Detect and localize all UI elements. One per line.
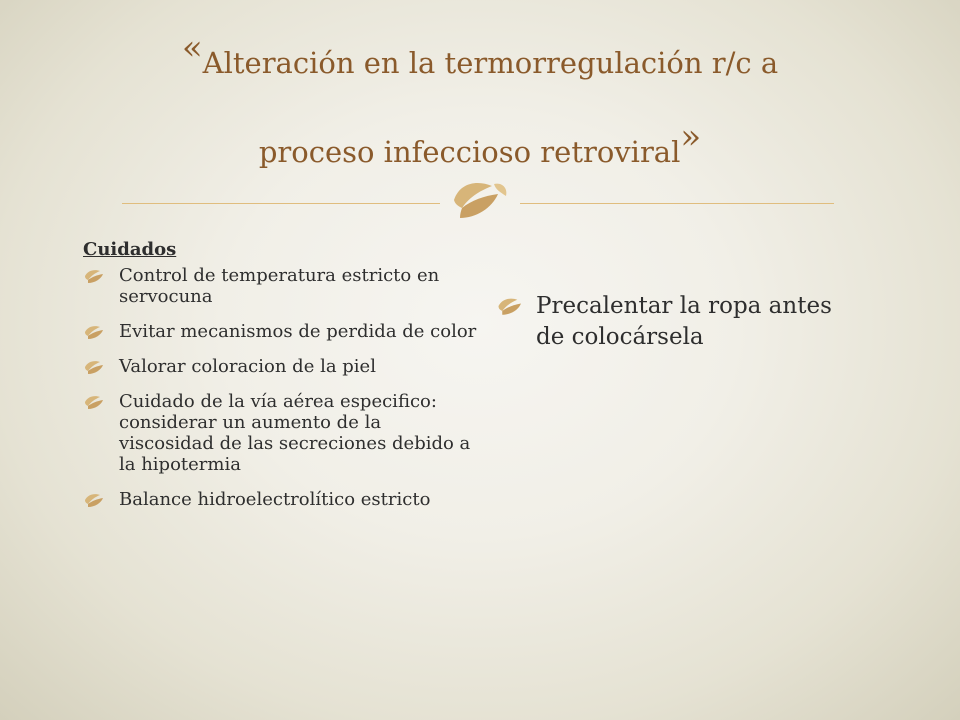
- open-quote: «: [181, 28, 203, 68]
- leaf-ornament-icon: [448, 178, 512, 224]
- list-item: [496, 291, 856, 353]
- slide-title: [60, 18, 900, 196]
- list-item-text: Balance hidroelectrolítico estricto: [119, 489, 431, 510]
- title-text-2: proceso infeccioso retroviral: [258, 135, 681, 169]
- section-heading: Cuidados: [83, 239, 177, 260]
- title-line-1: [60, 18, 900, 107]
- list-item-text: Precalentar la ropa antes de colocársela: [536, 293, 832, 350]
- list-item-text: Evitar mecanismos de perdida de color: [119, 321, 477, 342]
- divider-line-right: [520, 203, 834, 204]
- list-item-text: Cuidado de la vía aérea especifico: considerar un aumento de la viscosidad de las secreciones debido a la hipotermia: [119, 391, 471, 475]
- left-column: [83, 238, 478, 524]
- list-item: [83, 489, 478, 510]
- close-quote: »: [680, 117, 702, 157]
- leaf-bullet-icon: [83, 394, 107, 410]
- leaf-bullet-icon: [83, 268, 107, 284]
- list-item: [83, 265, 478, 307]
- list-item-text: Valorar coloracion de la piel: [119, 356, 376, 377]
- leaf-bullet-icon: [83, 492, 107, 508]
- list-item: [83, 391, 478, 475]
- leaf-bullet-icon: [496, 296, 526, 316]
- right-column: [496, 291, 856, 353]
- right-list: [496, 291, 856, 353]
- leaf-bullet-icon: [83, 359, 107, 375]
- divider-line-left: [122, 203, 440, 204]
- care-list: [83, 265, 478, 510]
- title-text-1: Alteración en la termorregulación r/c a: [202, 46, 779, 80]
- leaf-bullet-icon: [83, 324, 107, 340]
- list-item: [83, 321, 478, 342]
- list-item-text: Control de temperatura estricto en servocuna: [119, 265, 440, 307]
- list-item: [83, 356, 478, 377]
